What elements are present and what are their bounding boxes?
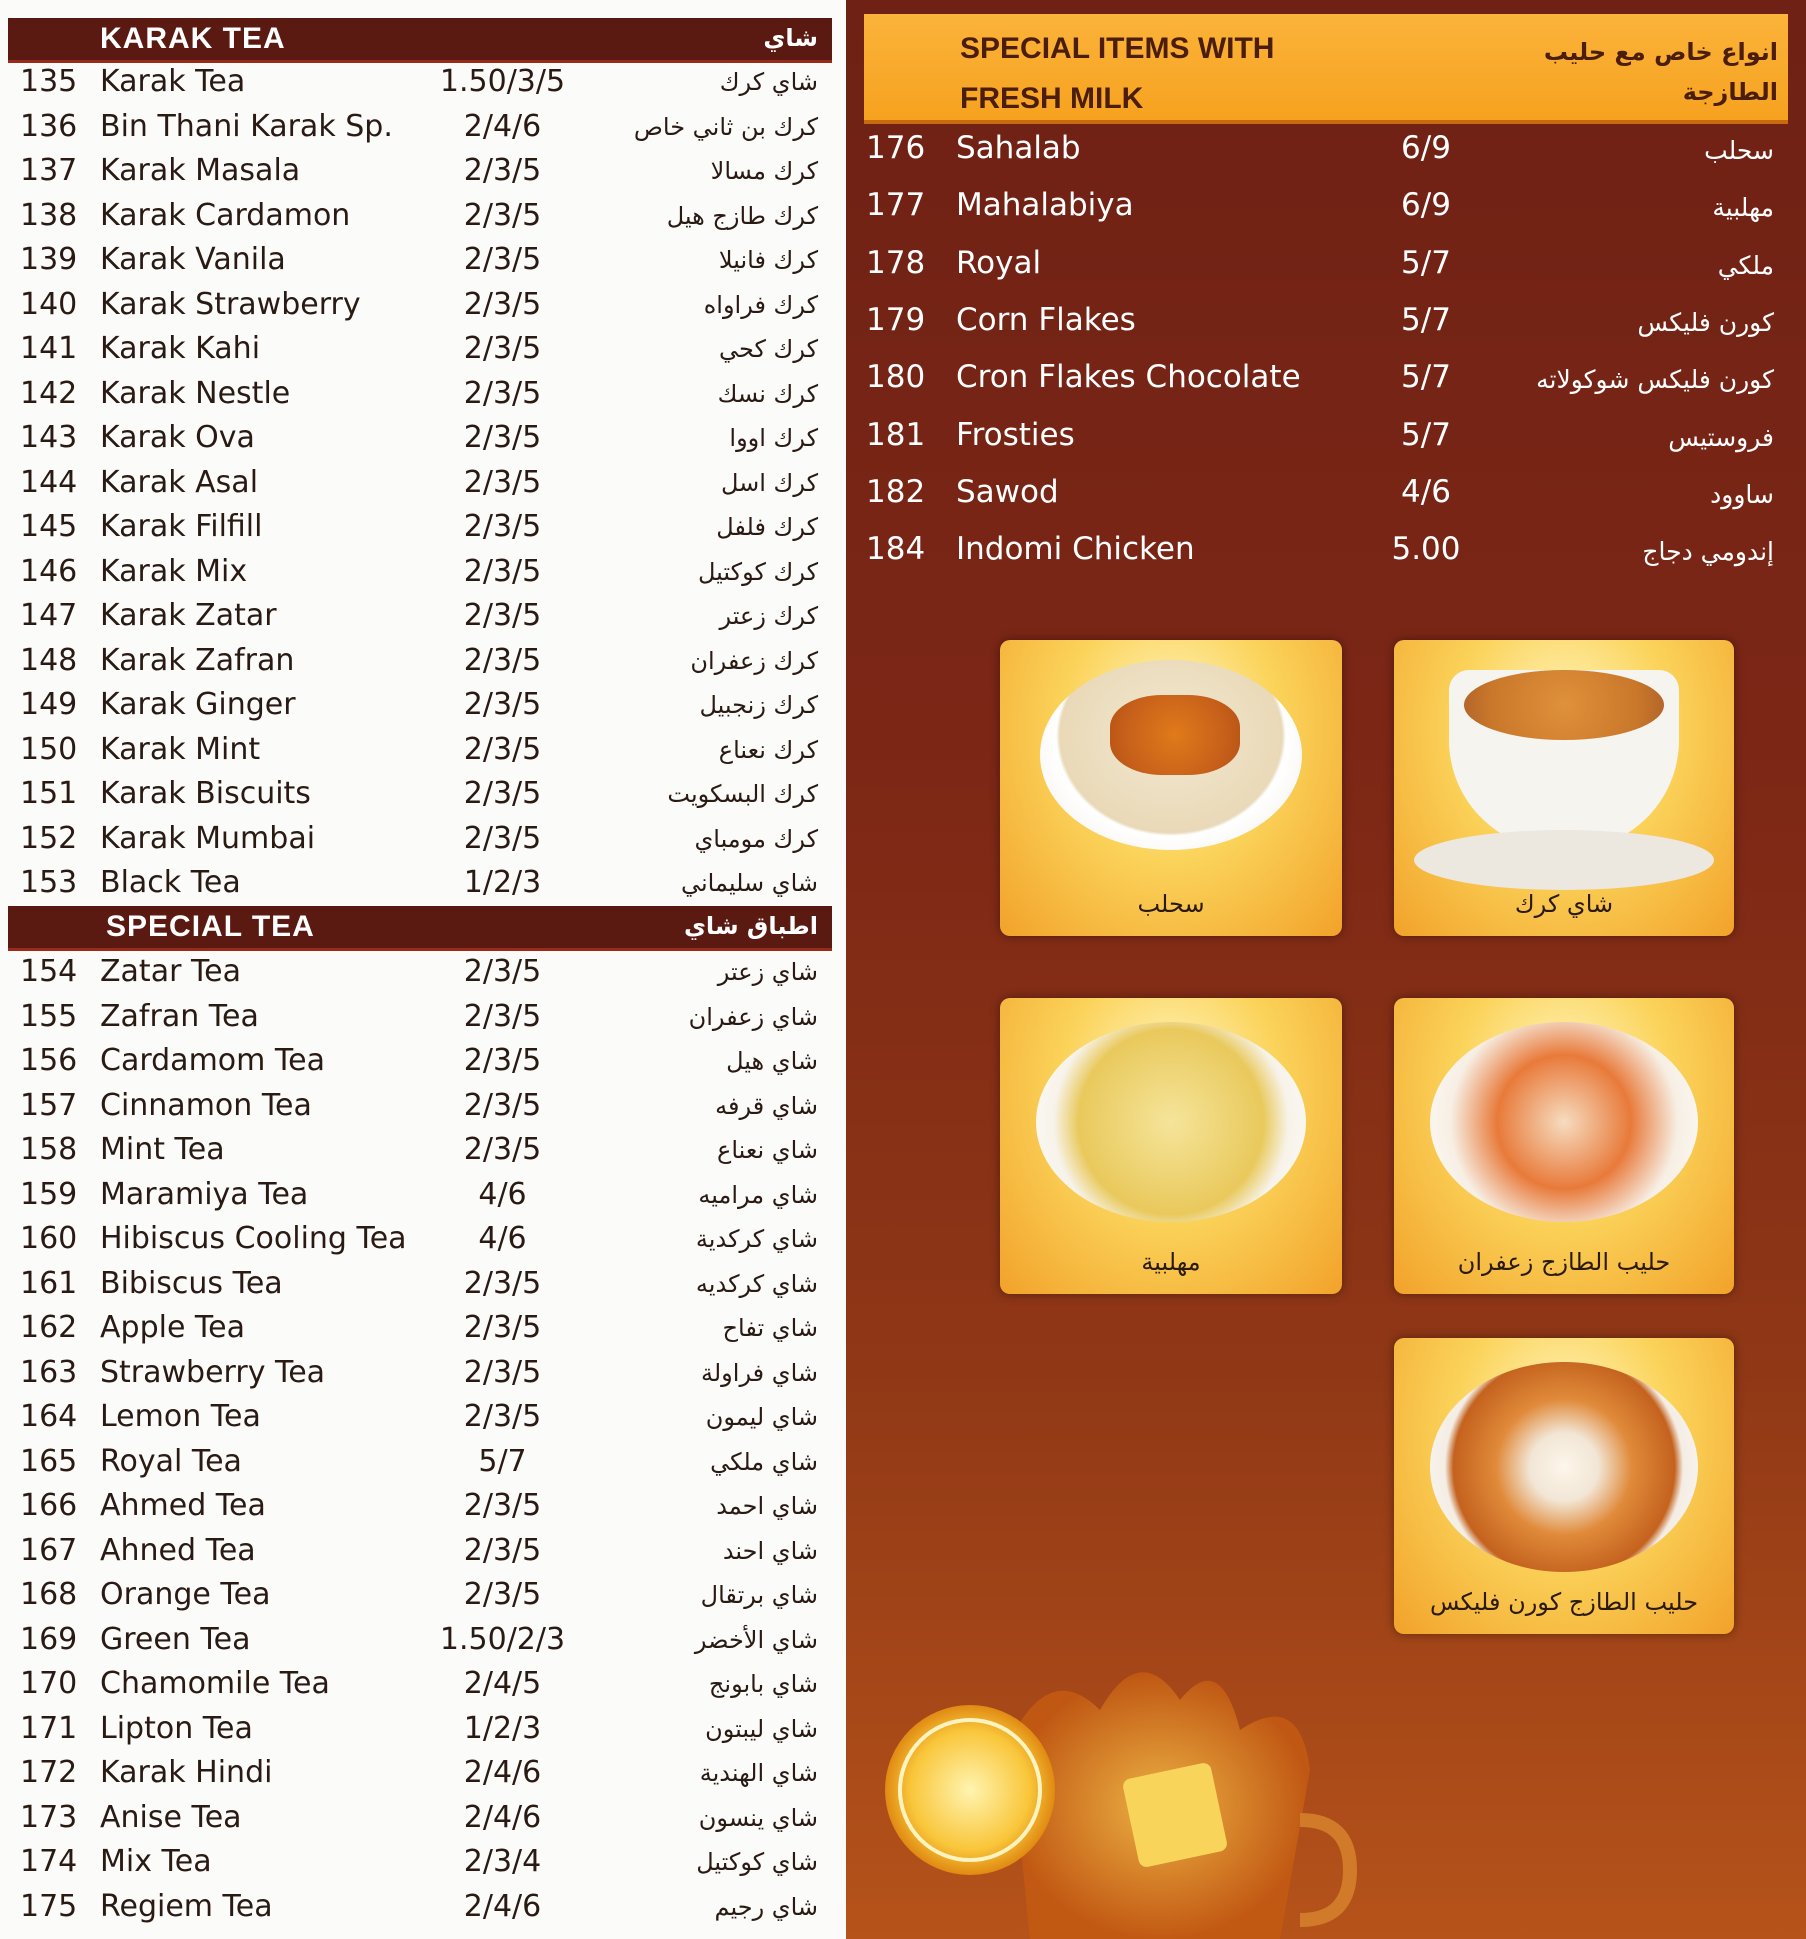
item-name: Green Tea — [100, 1621, 251, 1657]
item-name: Karak Ova — [100, 420, 255, 455]
menu-row — [0, 1444, 846, 1488]
item-name: Karak Vanila — [100, 242, 286, 277]
item-price: 6/9 — [1401, 187, 1451, 224]
item-ar: شاي نعناع — [717, 1136, 818, 1164]
menu-row — [0, 376, 846, 420]
menu-row — [0, 1711, 846, 1755]
menu-row — [0, 1177, 846, 1221]
item-price: 2/3/5 — [463, 1132, 542, 1167]
photo-caption-cornflakes-milk: حليب الطازج كورن فليكس — [1429, 1588, 1699, 1616]
item-name: Frosties — [956, 416, 1075, 453]
item-price: 5/7 — [1401, 359, 1451, 396]
menu-row — [0, 1310, 846, 1354]
item-ar: شاي كوكتيل — [696, 1848, 818, 1876]
item-num: 148 — [20, 642, 78, 678]
fresh-milk-title-ar — [1478, 32, 1778, 112]
item-name: Karak Strawberry — [100, 286, 361, 322]
item-ar: كرك زعفران — [690, 646, 818, 675]
item-num: 157 — [20, 1087, 78, 1123]
item-num: 153 — [20, 865, 78, 900]
item-name: Royal Tea — [100, 1443, 242, 1479]
item-num: 182 — [866, 473, 926, 510]
photo-cornflakes-milk — [1394, 1338, 1734, 1634]
item-price: 5.00 — [1391, 531, 1461, 568]
item-name: Zafran Tea — [100, 998, 259, 1034]
item-name: Mix Tea — [100, 1844, 212, 1879]
item-name: Karak Tea — [100, 64, 246, 99]
item-num: 142 — [20, 375, 78, 411]
item-name: Corn Flakes — [956, 301, 1136, 338]
item-num: 152 — [20, 820, 78, 856]
item-name: Lipton Tea — [100, 1710, 253, 1746]
item-num: 140 — [20, 286, 78, 322]
item-price: 2/3/4 — [463, 1844, 542, 1879]
item-ar: شاي هيل — [726, 1047, 818, 1075]
item-ar: شاي زعتر — [717, 958, 818, 986]
item-num: 135 — [20, 64, 78, 99]
item-num: 147 — [20, 598, 78, 633]
menu-row — [0, 865, 846, 909]
item-price: 2/3/5 — [463, 1577, 542, 1612]
photo-karak-tea — [1394, 640, 1734, 936]
item-price: 1/2/3 — [463, 1710, 542, 1746]
item-name: Karak Biscuits — [100, 776, 311, 811]
item-name: Regiem Tea — [100, 1888, 273, 1924]
menu-row — [0, 509, 846, 553]
item-price: 2/4/5 — [463, 1666, 542, 1701]
tea-bag-icon — [1122, 1762, 1229, 1869]
menu-row — [0, 420, 846, 464]
photo-caption-sahalab: سحلب — [1137, 890, 1205, 918]
left-menu-panel — [0, 0, 846, 1939]
menu-row — [0, 1800, 846, 1844]
item-price: 1.50/2/3 — [439, 1621, 566, 1657]
item-price: 2/3/5 — [463, 642, 542, 678]
item-num: 159 — [20, 1176, 78, 1212]
menu-row — [0, 1889, 846, 1933]
item-ar: كرك مسالا — [710, 157, 818, 185]
item-price: 2/3/5 — [463, 1488, 542, 1523]
item-ar: شاي برتقال — [700, 1581, 818, 1609]
item-price: 2/3/5 — [463, 286, 542, 322]
item-name: Strawberry Tea — [100, 1354, 326, 1390]
item-price: 4/6 — [478, 1176, 527, 1212]
item-price: 2/3/5 — [463, 1265, 542, 1301]
item-price: 2/3/5 — [463, 464, 542, 500]
cup-handle — [1300, 1820, 1350, 1920]
item-num: 169 — [20, 1621, 78, 1657]
item-num: 143 — [20, 420, 78, 455]
item-name: Karak Cardamon — [100, 197, 351, 233]
item-ar: كرك نعناع — [718, 735, 818, 764]
menu-row — [846, 417, 1806, 467]
item-price: 2/4/6 — [463, 1755, 542, 1790]
item-price: 2/3/5 — [463, 153, 542, 188]
item-ar: كرك فراواه — [703, 290, 818, 319]
item-ar: سحلب — [1704, 136, 1774, 165]
special-tea-header — [8, 906, 832, 951]
item-ar: شاي سليماني — [680, 869, 818, 897]
item-name: Ahned Tea — [100, 1532, 256, 1568]
item-price: 2/3/5 — [463, 687, 542, 722]
item-name: Karak Mint — [100, 731, 261, 767]
item-price: 2/3/5 — [463, 1532, 542, 1568]
menu-row — [846, 531, 1806, 581]
item-price: 2/3/5 — [463, 731, 542, 767]
menu-row — [0, 776, 846, 820]
menu-row — [0, 1043, 846, 1087]
item-num: 145 — [20, 509, 78, 544]
item-price: 5/7 — [1401, 244, 1451, 281]
item-num: 165 — [20, 1443, 78, 1479]
menu-row — [0, 687, 846, 731]
menu-row — [0, 954, 846, 998]
item-ar: كرك طازج هيل — [666, 201, 818, 230]
item-num: 179 — [866, 301, 926, 338]
item-name: Royal — [956, 244, 1042, 281]
item-num: 155 — [20, 998, 78, 1034]
fresh-milk-title-ar-line1: انواع خاص مع حليب — [1543, 38, 1778, 66]
item-name: Cinnamon Tea — [100, 1087, 312, 1123]
item-num: 141 — [20, 331, 78, 366]
item-num: 137 — [20, 153, 78, 188]
item-num: 144 — [20, 464, 78, 500]
menu-row — [0, 1666, 846, 1710]
fresh-milk-title-line1: SPECIAL ITEMS WITH — [960, 32, 1275, 65]
item-price: 2/3/5 — [463, 776, 542, 811]
item-num: 167 — [20, 1532, 78, 1568]
item-price: 2/3/5 — [463, 820, 542, 856]
menu-row — [0, 1221, 846, 1265]
item-num: 170 — [20, 1666, 78, 1701]
menu-row — [0, 1355, 846, 1399]
item-price: 2/3/5 — [463, 954, 542, 989]
item-ar: شاي ليمون — [705, 1403, 818, 1431]
karak-tea-title: KARAK TEA — [100, 22, 286, 55]
item-name: Black Tea — [100, 865, 241, 900]
tea-splash-illustration — [880, 1620, 1440, 1939]
item-ar: شاي الأخضر — [694, 1625, 818, 1654]
item-name: Cron Flakes Chocolate — [956, 359, 1301, 396]
menu-row — [846, 302, 1806, 352]
item-ar: شاي احند — [722, 1536, 818, 1565]
item-ar: شاي ينسون — [698, 1803, 818, 1832]
item-num: 150 — [20, 731, 78, 767]
item-ar: كورن فليكس شوكولاته — [1536, 365, 1774, 395]
menu-row — [0, 999, 846, 1043]
lemon-slice-icon — [885, 1705, 1055, 1875]
photo-caption-karak-tea: شاي كرك — [1514, 890, 1614, 918]
item-num: 180 — [866, 359, 926, 396]
menu-row — [0, 1132, 846, 1176]
item-num: 166 — [20, 1488, 78, 1523]
item-ar: شاي مراميه — [698, 1180, 818, 1209]
item-num: 173 — [20, 1799, 78, 1835]
item-name: Karak Mix — [100, 553, 248, 589]
item-price: 2/3/5 — [463, 1310, 542, 1345]
item-num: 154 — [20, 954, 78, 989]
item-name: Orange Tea — [100, 1577, 271, 1612]
item-ar: كورن فليكس — [1637, 307, 1774, 337]
item-price: 4/6 — [1401, 473, 1451, 510]
item-ar: كرك نسك — [717, 379, 818, 408]
item-num: 146 — [20, 553, 78, 589]
item-num: 178 — [866, 244, 926, 281]
item-name: Ahmed Tea — [100, 1488, 266, 1523]
item-ar: كرك زعتر — [719, 602, 818, 630]
menu-row — [0, 1088, 846, 1132]
item-price: 5/7 — [478, 1443, 527, 1479]
item-name: Bibiscus Tea — [100, 1265, 283, 1301]
menu-row — [0, 1844, 846, 1888]
menu-row — [0, 1577, 846, 1621]
item-ar: كرك البسكويت — [667, 780, 818, 808]
item-price: 2/3/5 — [463, 1399, 542, 1434]
karak-tea-header — [8, 18, 832, 63]
item-ar: كرك اووا — [729, 424, 818, 452]
item-price: 2/3/5 — [463, 375, 542, 411]
item-ar: ملكي — [1717, 250, 1774, 280]
item-ar: كرك اسل — [720, 468, 818, 497]
photo-saffron-milk — [1394, 998, 1734, 1294]
item-name: Karak Masala — [100, 153, 301, 188]
item-num: 177 — [866, 187, 926, 224]
item-num: 171 — [20, 1710, 78, 1746]
item-name: Maramiya Tea — [100, 1176, 309, 1212]
item-price: 2/3/5 — [463, 509, 542, 544]
item-ar: كرك زنجبيل — [699, 691, 818, 719]
menu-row — [0, 1755, 846, 1799]
item-num: 175 — [20, 1888, 78, 1924]
item-ar: شاي قرفه — [715, 1091, 818, 1120]
item-name: Sawod — [956, 473, 1059, 510]
item-name: Karak Zatar — [100, 598, 277, 633]
item-name: Cardamom Tea — [100, 1043, 325, 1078]
item-ar: شاي رجيم — [714, 1892, 818, 1921]
item-price: 4/6 — [478, 1221, 527, 1256]
item-ar: شاي كركدية — [695, 1225, 818, 1253]
item-name: Karak Mumbai — [100, 820, 316, 856]
item-price: 5/7 — [1401, 301, 1451, 338]
menu-row — [0, 109, 846, 153]
menu-row — [0, 821, 846, 865]
item-price: 2/3/5 — [463, 242, 542, 277]
item-price: 2/3/5 — [463, 1087, 542, 1123]
item-ar: كرك بن ثاني خاص — [633, 112, 818, 141]
item-num: 158 — [20, 1132, 78, 1167]
item-ar: شاي فراولة — [701, 1358, 818, 1387]
fresh-milk-title-ar-line2: الطازجة — [1682, 78, 1778, 106]
item-price: 2/3/5 — [463, 998, 542, 1034]
photo-sahalab — [1000, 640, 1342, 936]
menu-row — [0, 1533, 846, 1577]
menu-row — [0, 598, 846, 642]
item-ar: كرك فانيلا — [718, 246, 818, 274]
menu-row — [0, 1488, 846, 1532]
item-name: Mint Tea — [100, 1132, 225, 1167]
item-num: 161 — [20, 1265, 78, 1301]
item-num: 139 — [20, 242, 78, 277]
item-name: Sahalab — [956, 130, 1081, 166]
menu-row — [0, 554, 846, 598]
item-ar: ساوود — [1710, 479, 1774, 509]
menu-row — [0, 643, 846, 687]
item-num: 151 — [20, 776, 78, 811]
item-ar: كرك مومباي — [694, 824, 818, 853]
fresh-milk-header — [864, 14, 1788, 124]
item-num: 164 — [20, 1399, 78, 1434]
item-name: Apple Tea — [100, 1310, 246, 1345]
item-name: Karak Asal — [100, 464, 259, 500]
special-tea-title: SPECIAL TEA — [106, 910, 315, 943]
photo-mahalabiya — [1000, 998, 1342, 1294]
fresh-milk-title-line2: FRESH MILK — [960, 82, 1144, 115]
photo-caption-saffron-milk: حليب الطازج زعفران — [1457, 1248, 1671, 1276]
item-num: 162 — [20, 1310, 78, 1345]
menu-row — [846, 359, 1806, 409]
item-price: 2/3/5 — [463, 1354, 542, 1390]
item-price: 2/3/5 — [463, 598, 542, 633]
item-num: 156 — [20, 1043, 78, 1078]
menu-row — [0, 153, 846, 197]
item-num: 163 — [20, 1354, 78, 1390]
item-num: 149 — [20, 687, 78, 722]
item-price: 2/3/5 — [463, 1043, 542, 1078]
item-num: 160 — [20, 1221, 78, 1256]
item-ar: شاي كرك — [719, 68, 818, 96]
karak-tea-title-ar: شاي — [763, 24, 818, 52]
item-name: Chamomile Tea — [100, 1666, 330, 1701]
item-name: Mahalabiya — [956, 187, 1134, 224]
menu-row — [0, 465, 846, 509]
item-num: 138 — [20, 197, 78, 233]
item-name: Zatar Tea — [100, 954, 242, 989]
item-ar: شاي بابونج — [708, 1670, 818, 1698]
item-price: 2/4/6 — [463, 1888, 542, 1924]
item-ar: شاي كركديه — [695, 1269, 818, 1298]
item-ar: مهلبية — [1712, 193, 1774, 223]
menu-row — [0, 1622, 846, 1666]
menu-row — [846, 130, 1806, 180]
fresh-milk-title — [960, 24, 1360, 124]
item-name: Karak Kahi — [100, 331, 261, 366]
item-name: Anise Tea — [100, 1799, 242, 1835]
item-name: Karak Hindi — [100, 1755, 273, 1790]
item-ar: إندومي دجاج — [1642, 537, 1774, 567]
menu-row — [846, 187, 1806, 237]
item-ar: شاي تفاح — [722, 1314, 818, 1342]
special-tea-title-ar: اطباق شاي — [683, 912, 818, 940]
item-num: 136 — [20, 108, 78, 144]
item-name: Indomi Chicken — [956, 531, 1195, 568]
menu-row — [0, 287, 846, 331]
item-num: 174 — [20, 1844, 78, 1879]
item-name: Lemon Tea — [100, 1399, 261, 1434]
menu-row — [0, 732, 846, 776]
item-price: 2/4/6 — [463, 1799, 542, 1835]
item-price: 5/7 — [1401, 416, 1451, 453]
menu-row — [0, 331, 846, 375]
item-ar: فروستيس — [1668, 422, 1774, 452]
item-price: 2/4/6 — [463, 108, 542, 144]
item-name: Karak Filfill — [100, 509, 263, 544]
item-name: Bin Thani Karak Sp. — [100, 108, 393, 144]
item-ar: شاي زعفران — [688, 1002, 818, 1031]
menu-row — [0, 242, 846, 286]
menu-row — [0, 1266, 846, 1310]
item-price: 2/3/5 — [463, 197, 542, 233]
item-price: 2/3/5 — [463, 331, 542, 366]
item-price: 1/2/3 — [463, 865, 542, 900]
item-price: 2/3/5 — [463, 420, 542, 455]
item-num: 168 — [20, 1577, 78, 1612]
menu-row — [846, 245, 1806, 295]
item-num: 172 — [20, 1755, 78, 1790]
item-ar: شاي ليبتون — [705, 1714, 818, 1743]
menu-row — [0, 64, 846, 108]
item-ar: كرك فلفل — [716, 513, 818, 541]
item-ar: شاي احمد — [716, 1492, 818, 1520]
item-ar: كرك كوكتيل — [698, 557, 818, 586]
item-ar: شاي الهندية — [699, 1759, 818, 1787]
menu-row — [0, 1399, 846, 1443]
item-ar: كرك كحي — [719, 335, 818, 363]
item-price: 1.50/3/5 — [439, 64, 566, 99]
item-name: Karak Nestle — [100, 375, 291, 411]
item-price: 2/3/5 — [463, 553, 542, 589]
item-name: Karak Zafran — [100, 642, 295, 678]
item-name: Hibiscus Cooling Tea — [100, 1221, 407, 1256]
photo-caption-mahalabiya: مهلبية — [1141, 1248, 1201, 1276]
item-name: Karak Ginger — [100, 687, 296, 722]
menu-row — [846, 474, 1806, 524]
item-price: 6/9 — [1401, 130, 1451, 166]
item-num: 184 — [866, 531, 926, 568]
item-ar: شاي ملكي — [710, 1447, 818, 1476]
item-num: 176 — [866, 130, 926, 166]
menu-row — [0, 198, 846, 242]
item-num: 181 — [866, 416, 926, 453]
